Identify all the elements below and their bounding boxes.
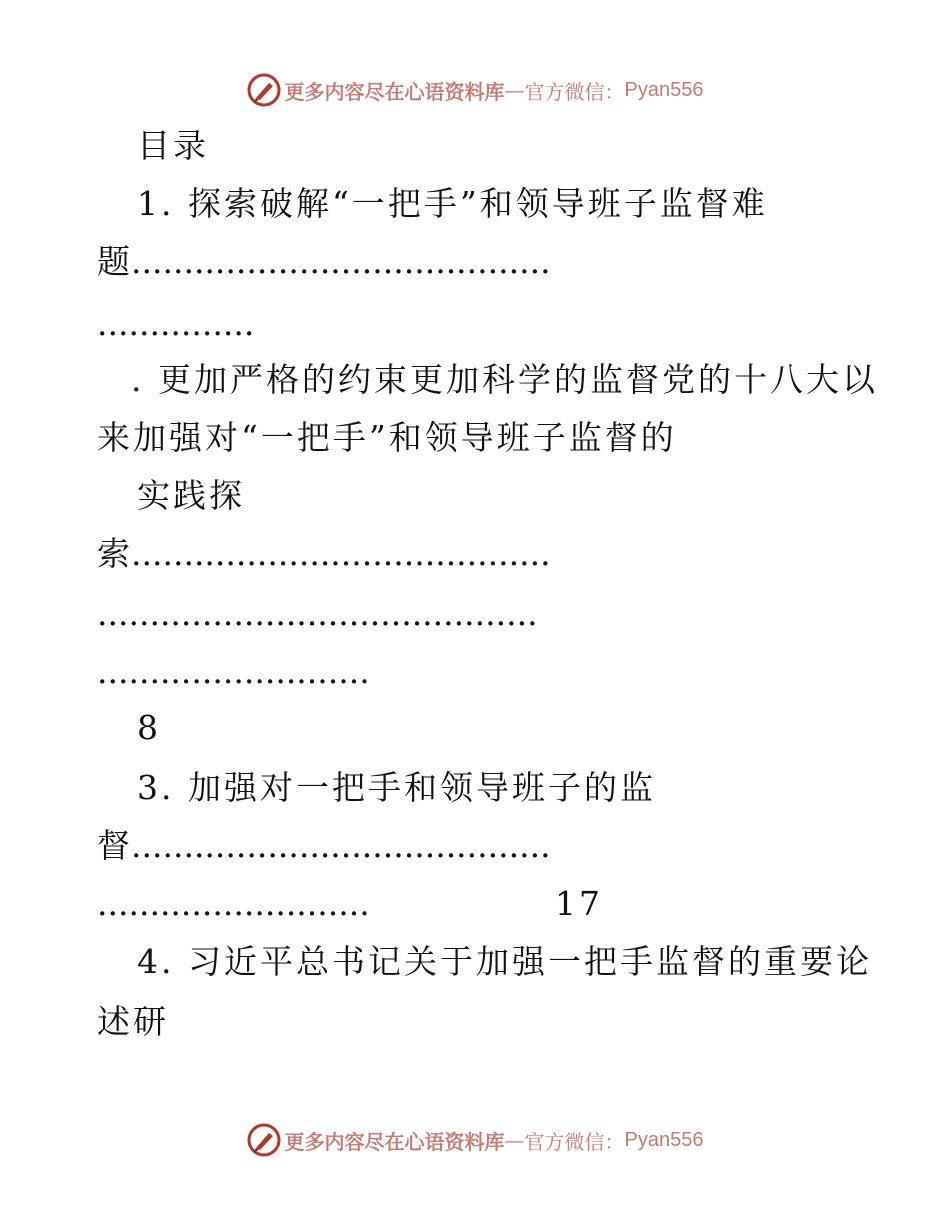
toc-entry-2-page: 8 [137, 708, 161, 747]
toc-entry-3-line-1: 3. 加强对一把手和领导班子的监 [137, 768, 656, 807]
watermark-sub-text: 官方微信： [524, 79, 625, 104]
toc-entry-3-page: 17 [555, 884, 603, 923]
watermark-sub-text: 官方微信： [524, 1129, 625, 1154]
watermark-banner-bottom [0, 1120, 950, 1160]
watermark-dash: — [504, 78, 525, 102]
toc-entry-3-dots-2: .......................... [97, 884, 370, 923]
toc-entry-2-line-4: 索 [97, 534, 133, 573]
watermark-dash: — [504, 1128, 525, 1152]
toc-entry-2-dots-3: .......................... [97, 652, 370, 691]
toc-entry-2-line-2: 来加强对“一把手”和领导班子监督的 [97, 418, 677, 457]
toc-entry-1-dots-1: ........................................ [131, 242, 551, 281]
toc-entry-1-line-2: 题 [97, 242, 133, 281]
toc-entry-2-dots-1: ........................................ [131, 534, 551, 573]
toc-entry-1-dots-2: ............... [97, 304, 255, 343]
watermark-main-text: 更多内容尽在心语资料库 [284, 79, 505, 104]
toc-entry-4-line-2: 述研 [97, 1002, 169, 1041]
toc-entry-3-line-2: 督 [97, 826, 133, 865]
toc-entry-2-line-1: . 更加严格的约束更加科学的监督党的十八大以 [131, 360, 878, 399]
watermark-wechat-id: Pyan556 [624, 78, 704, 101]
toc-entry-1-line-1: 1. 探索破解“一把手”和领导班子监督难 [137, 184, 768, 223]
watermark-main-text: 更多内容尽在心语资料库 [284, 1129, 505, 1154]
toc-entry-2-line-3: 实践探 [137, 476, 245, 515]
watermark-wechat-id: Pyan556 [624, 1128, 704, 1151]
toc-heading: 目录 [137, 126, 209, 165]
pen-logo-icon [247, 1123, 281, 1157]
toc-entry-2-dots-2: .......................................... [97, 594, 538, 633]
toc-entry-4-line-1: 4. 习近平总书记关于加强一把手监督的重要论 [137, 942, 872, 981]
toc-entry-3-dots-1: ........................................ [131, 826, 551, 865]
